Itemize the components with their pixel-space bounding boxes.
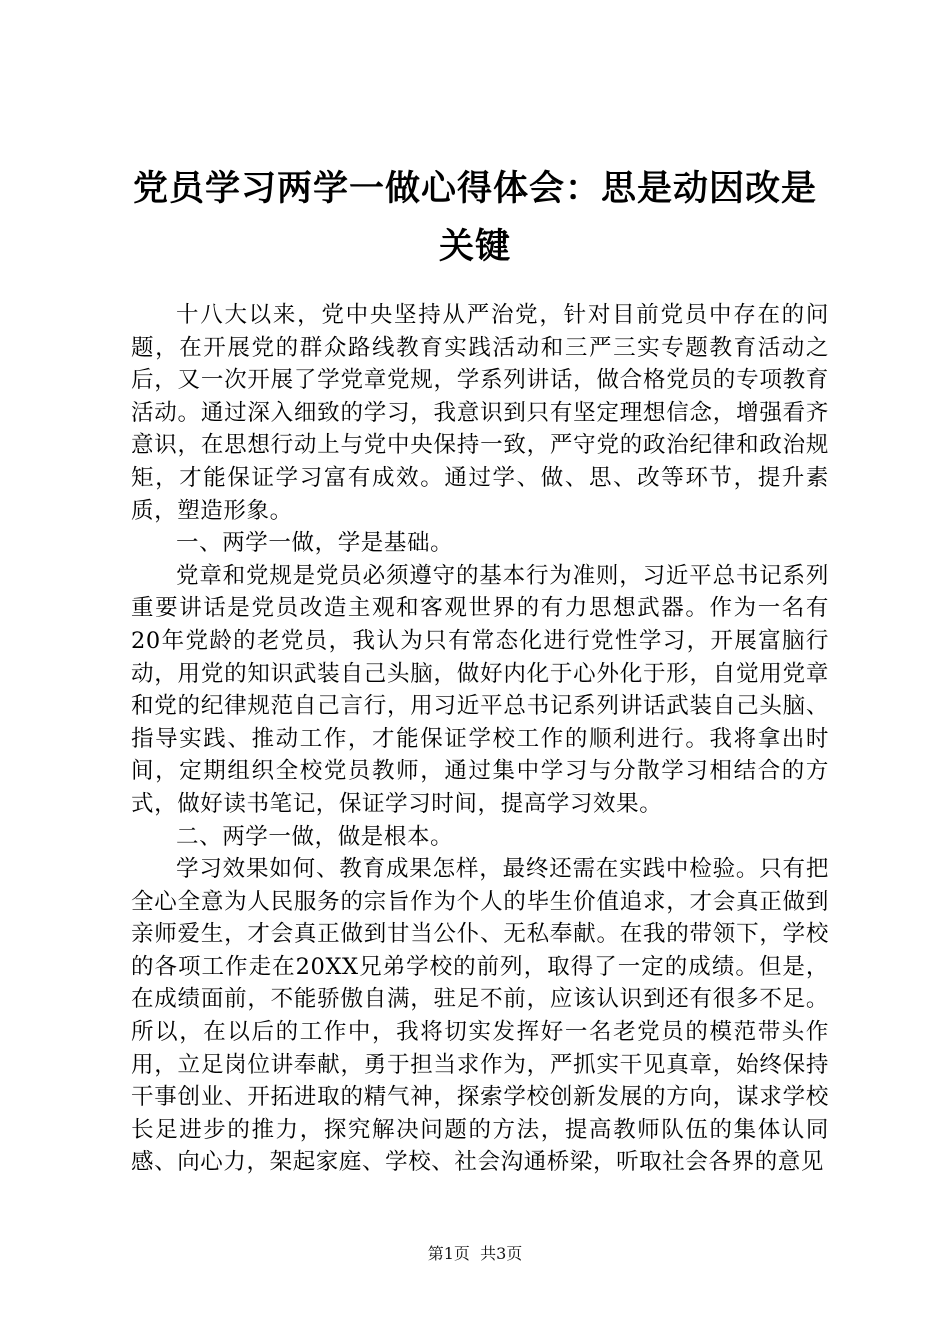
paragraph-practice: 学习效果如何、教育成果怎样，最终还需在实践中检验。只有把全心全意为人民服务的宗旨作为个人的毕生价值追求，才会真正做到亲师爱生，才会真正做到甘当公仆、无私奉献。在我的带领下，学校的各项工作走在20XX兄弟学校的前列，取得了一定的成绩。但是，在成绩面前，不能骄傲自满，驻足不前，应该认识到还有很多不足。所以，在以后的工作中，我将切实发挥好一名老党员的模范带头作用，立足岗位讲奉献，勇于担当求作为，严抓实干见真章，始终保持干事创业、开拓进取的精气神，探索学校创新发展的方向，谋求学校长足进步的推力，探究解决问题的方法，提高教师队伍的集体认同感、向心力，架起家庭、学校、社会沟通桥梁，听取社会各界的意见: [131, 856, 829, 1176]
document-body: [131, 299, 829, 1179]
paragraph-intro: 十八大以来，党中央坚持从严治党，针对目前党员中存在的问题，在开展党的群众路线教育实践活动和三严三实专题教育活动之后，又一次开展了学党章党规，学系列讲话，做合格党员的专项教育活动。通过深入细致的学习，我意识到只有坚定理想信念，增强看齐意识，在思想行动上与党中央保持一致，严守党的政治纪律和政治规矩，才能保证学习富有成效。通过学、做、思、改等环节，提升素质，塑造形象。: [131, 302, 829, 524]
document-title: 党员学习两学一做心得体会：思是动因改是关键: [132, 168, 817, 267]
section-heading-1: 一、两学一做，学是基础。: [176, 530, 454, 557]
page-footer: [0, 1243, 950, 1265]
page-number-total: 共3页: [480, 1244, 523, 1263]
page-number-current: 第1页: [427, 1244, 470, 1263]
paragraph-study: 党章和党规是党员必须遵守的基本行为准则，习近平总书记系列重要讲话是党员改造主观和客观世界的有力思想武器。作为一名有20年党龄的老党员，我认为只有常态化进行党性学习，开展富脑行动，用党的知识武装自己头脑，做好内化于心外化于形，自觉用党章和党的纪律规范自己言行，用习近平总书记系列讲话武装自己头脑、指导实践、推动工作，才能保证学校工作的顺利进行。我将拿出时间，定期组织全校党员教师，通过集中学习与分散学习相结合的方式，做好读书笔记，保证学习时间，提高学习效果。: [131, 562, 829, 817]
section-heading-2: 二、两学一做，做是根本。: [176, 823, 454, 850]
